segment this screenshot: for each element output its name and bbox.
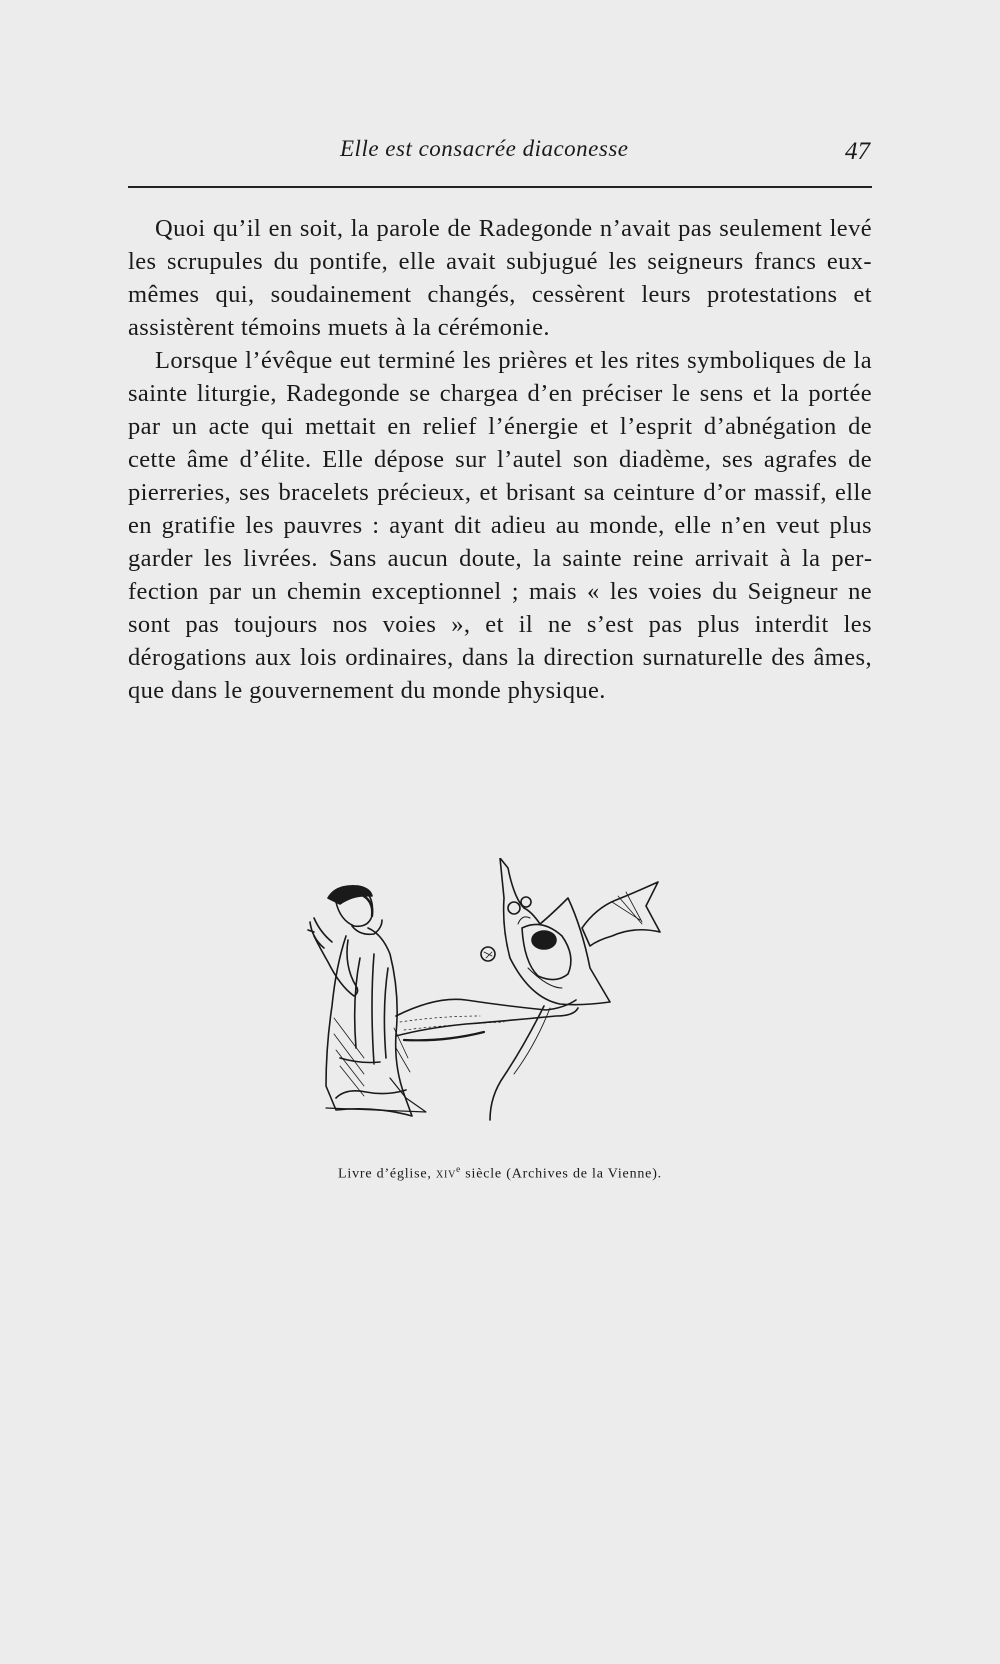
header-rule [128,186,872,188]
caption-superscript: e [456,1164,461,1174]
illuminated-letter-illustration [300,858,710,1158]
caption-text: Livre d’église, [338,1166,436,1182]
paragraph: Lorsque l’évêque eut terminé les prières et les rites symboliques de la sainte liturgie, Radegonde se chargea d’en préciser le sens et la portée par un acte qui mettait en relief l’énergie et l’esprit d’abnégation de cette âme d’élite. Elle dépose sur l’autel son diadème, ses agrafes de pierreries, ses bracelets précieux, et brisant sa ceinture d’or massif, elle en gratifie les pauvres : ayant dit adieu au monde, elle n’en veut plus garder les livrées. Sans aucun doute, la sainte reine arrivait à la perfection par un chemin exceptionnel ; mais « les voies du Seigneur ne sont pas toujours nos voies », et il ne s’est pas plus interdit les dérogations aux lois ordinaires, dans la direction surnaturelle des âmes, que dans le gouvernement du monde physique. [128,347,872,704]
caption-century: xiv [435,1166,457,1182]
caption-source: siècle (Archives de la Vienne). [460,1166,662,1182]
running-title: Elle est consacrée diaconesse [340,136,629,161]
body-text [128,212,872,707]
letter-tail [396,999,578,1040]
ornamental-flourish [481,858,660,1120]
figure-caption [0,1164,1000,1183]
running-head [128,136,872,176]
page-number: 47 [845,138,870,165]
praying-figure [308,886,426,1116]
paragraph: Quoi qu’il en soit, la parole de Radegonde n’avait pas seulement levé les scrupules du pontife, elle avait subjugué les seigneurs francs eux-mêmes qui, soudainement changés, cessèrent leurs protestations et assistèrent témoins muets à la cérémonie. [128,215,872,341]
